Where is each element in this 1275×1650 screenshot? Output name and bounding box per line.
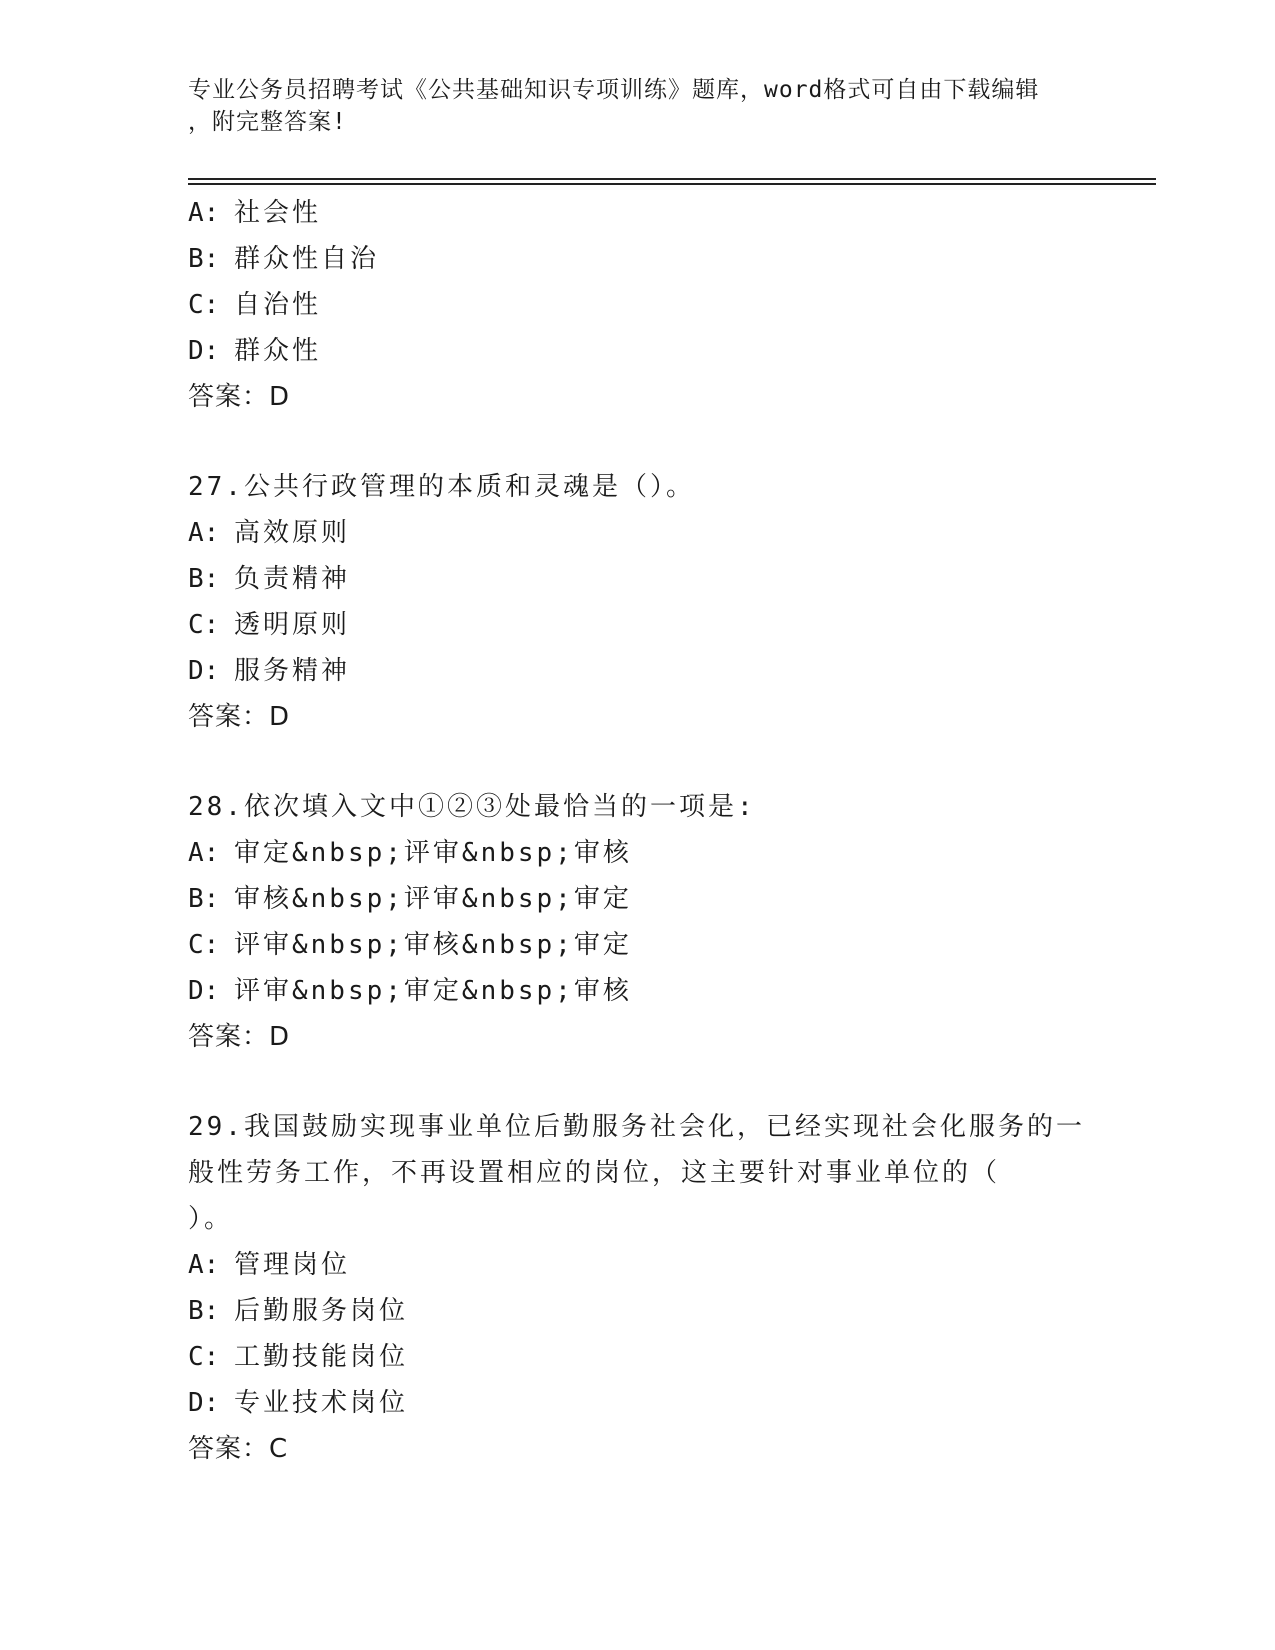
question-29 <box>188 1104 1088 1472</box>
option-b: B: 负责精神 <box>188 564 351 594</box>
question-27 <box>188 464 1088 740</box>
question-text-line-2: 般性劳务工作，不再设置相应的岗位，这主要针对事业单位的（ <box>188 1158 1001 1188</box>
option-c: C: 评审&nbsp;审核&nbsp;审定 <box>188 930 632 960</box>
header-title-line-1: 专业公务员招聘考试《公共基础知识专项训练》题库，word格式可自由下载编辑 <box>188 77 1040 103</box>
question-26 <box>188 190 1088 420</box>
answer: 答案：D <box>188 702 291 732</box>
question-text: 27.公共行政管理的本质和灵魂是（）。 <box>188 472 695 502</box>
answer: 答案：D <box>188 382 291 412</box>
question-list <box>188 190 1088 1472</box>
answer: 答案：C <box>188 1434 289 1464</box>
header-divider-top <box>188 178 1156 180</box>
option-d: D: 群众性 <box>188 336 322 366</box>
option-d: D: 评审&nbsp;审定&nbsp;审核 <box>188 976 632 1006</box>
question-text-line-3: ）。 <box>188 1204 234 1234</box>
header-divider-bottom <box>188 183 1156 185</box>
option-a: A: 社会性 <box>188 198 322 228</box>
option-b: B: 后勤服务岗位 <box>188 1296 409 1326</box>
option-b: B: 审核&nbsp;评审&nbsp;审定 <box>188 884 632 914</box>
option-a: A: 管理岗位 <box>188 1250 351 1280</box>
answer: 答案：D <box>188 1022 291 1052</box>
question-text-line-1: 29.我国鼓励实现事业单位后勤服务社会化，已经实现社会化服务的一 <box>188 1112 1085 1142</box>
option-c: C: 透明原则 <box>188 610 351 640</box>
question-28 <box>188 784 1088 1060</box>
option-b: B: 群众性自治 <box>188 244 380 274</box>
option-c: C: 工勤技能岗位 <box>188 1342 409 1372</box>
option-a: A: 高效原则 <box>188 518 351 548</box>
option-a: A: 审定&nbsp;评审&nbsp;审核 <box>188 838 632 868</box>
question-text: 28.依次填入文中①②③处最恰当的一项是: <box>188 792 756 822</box>
document-header <box>188 74 1088 138</box>
option-d: D: 服务精神 <box>188 656 351 686</box>
option-d: D: 专业技术岗位 <box>188 1388 409 1418</box>
header-title-line-2: ，附完整答案! <box>188 109 347 135</box>
option-c: C: 自治性 <box>188 290 322 320</box>
